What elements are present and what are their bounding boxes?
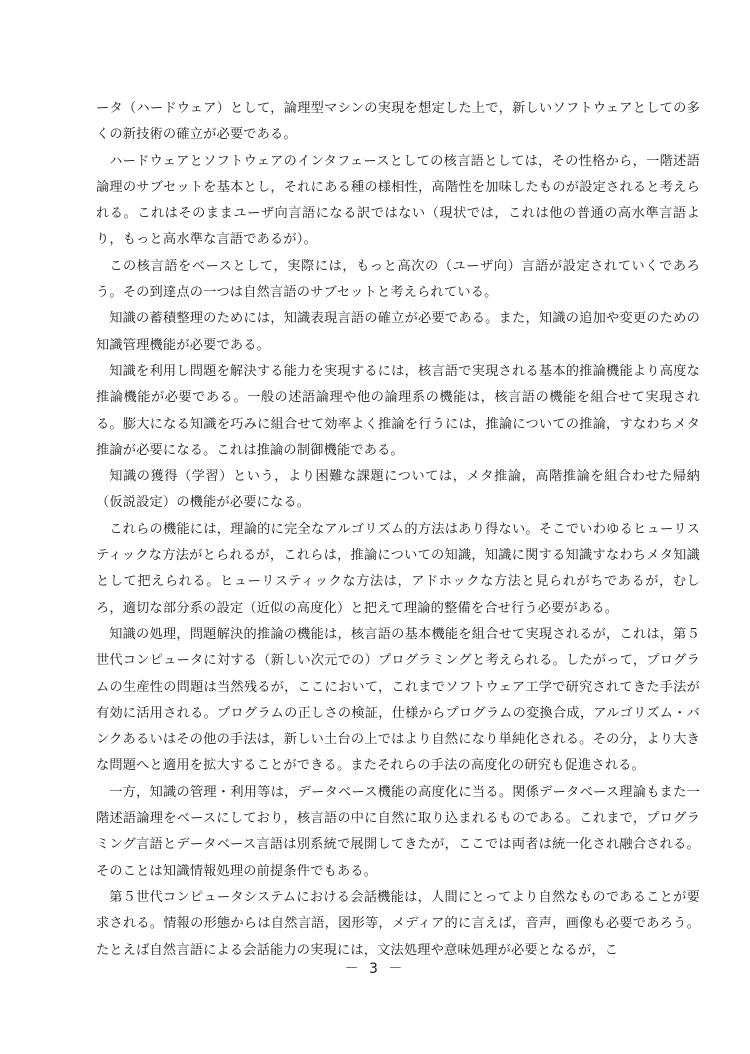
paragraph: 一方，知識の管理・利用等は，データベース機能の高度化に当る。関係データベース理論もまた一階述語論理をベースにしており，核言語の中に自然に取り込まれるものである。これまで，プログラミング言語とデータベース言語は別系統で展開してきたが，ここでは両者は統一化され融合される。そのことは知識情報処理の前提条件でもある。 [96, 784, 700, 879]
document-body [96, 96, 700, 964]
paragraph: ハードウェアとソフトウェアのインタフェースとしての核言語としては，その性格から，一階述語論理のサブセットを基本とし，それにある種の様相性，高階性を加味したものが設定されると考えられる。これはそのままユーザ向言語になる訳ではない（現状では，これは他の普通の高水準言語より，もっと高水準な言語であるが）。 [96, 153, 700, 248]
paragraph-continued: ータ（ハードウェア）として，論理型マシンの実現を想定した上で，新しいソフトウェアとしての多くの新技術の確立が必要である。 [96, 101, 700, 143]
paragraph: 知識の獲得（学習）という，より困難な課題については，メタ推論，高階推論を組合わせた帰納（仮説設定）の機能が必要になる。 [96, 469, 700, 511]
page-number: － 3 － [344, 961, 406, 977]
paragraph: これらの機能には，理論的に完全なアルゴリズム的方法はあり得ない。そこでいわゆるヒューリスティックな方法がとられるが，これらは，推論についての知識，知識に関する知識すなわちメタ知識として把えられる。ヒューリスティックな方法は，アドホックな方法と見られがちであるが，むしろ，適切な部分系の設定（近似の高度化）と把えて理論的整備を合せ行う必要がある。 [96, 521, 700, 616]
paragraph: 知識の蓄積整理のためには，知識表現言語の確立が必要である。また，知識の追加や変更のための知識管理機能が必要である。 [96, 311, 700, 353]
paragraph: 知識を利用し問題を解決する能力を実現するには，核言語で実現される基本的推論機能より高度な推論機能が必要である。一般の述語論理や他の論理系の機能は，核言語の機能を組合せて実現される。膨大になる知識を巧みに組合せて効率よく推論を行うには，推論についての推論，すなわちメタ推論が必要になる。これは推論の制御機能である。 [96, 363, 700, 458]
paragraph: 第５世代コンピュータシステムにおける会話機能は，人間にとってより自然なものであることが要求される。情報の形態からは自然言語，図形等，メディア的に言えば，音声，画像も必要であろう。たとえば自然言語による会話能力の実現には，文法処理や意味処理が必要となるが，こ [96, 889, 700, 958]
paragraph: 知識の処理，問題解決的推論の機能は，核言語の基本機能を組合せて実現されるが，これは，第５世代コンピュータに対する（新しい次元での）プログラミングと考えられる。したがって，プログラムの生産性の問題は当然残るが，ここにおいて，これまでソフトウェア工学で研究されてきた手法が有効に活用される。プログラムの正しさの検証，仕様からプログラムの変換合成，アルゴリズム・バンクあるいはその他の手法は，新しい土台の上ではより自然になり単純化される。その分，より大きな問題へと適用を拡大することができる。またそれらの手法の高度化の研究も促進される。 [96, 626, 700, 774]
paragraph: この核言語をベースとして，実際には，もっと高次の（ユーザ向）言語が設定されていくであろう。その到達点の一つは自然言語のサブセットと考えられている。 [96, 258, 700, 301]
